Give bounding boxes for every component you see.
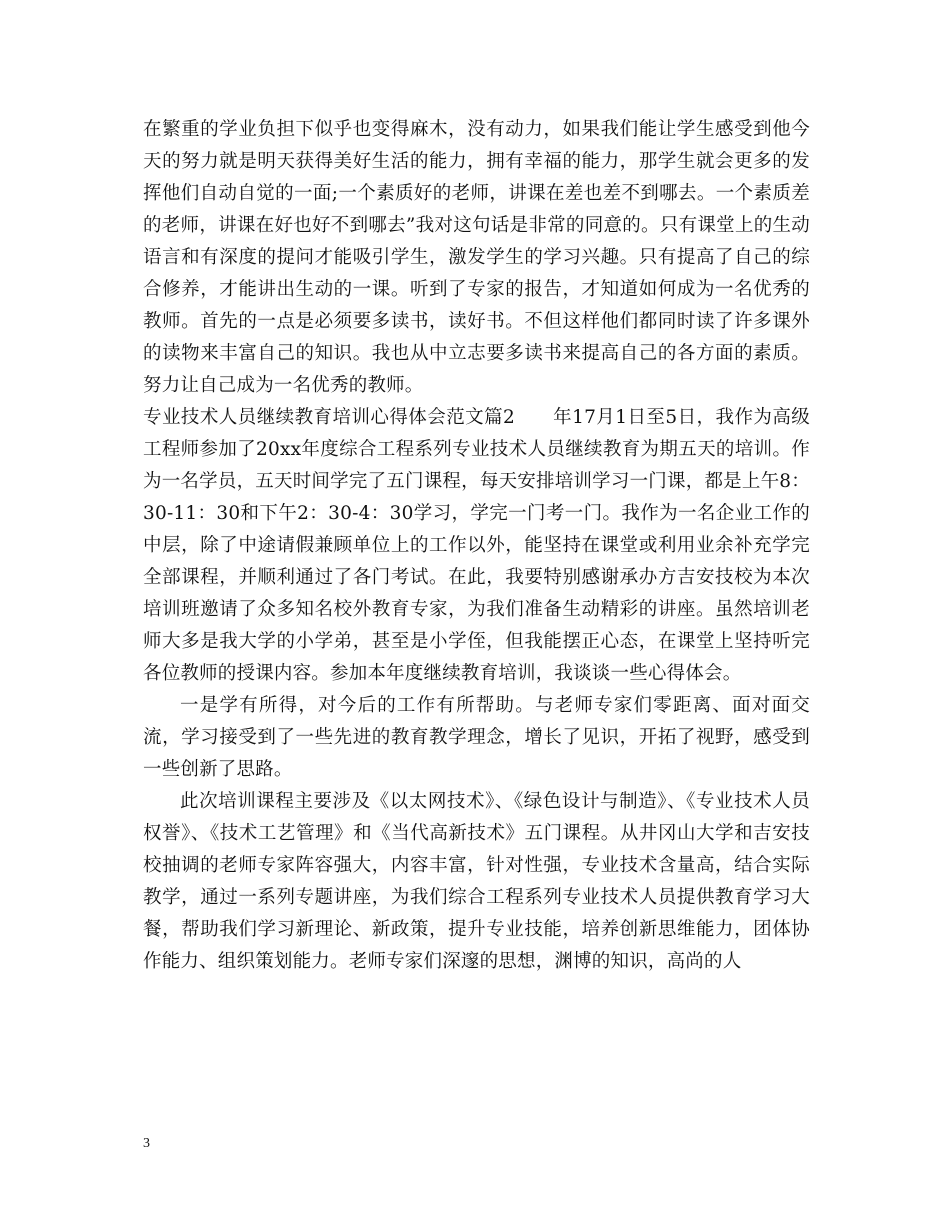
page-number: 3 [143, 1136, 150, 1151]
paragraph-courses: 此次培训课程主要涉及《以太网技术》、《绿色设计与制造》、《专业技术人员权誉》、《技术工艺管理》和《当代高新技术》五门课程。从井冈山大学和吉安技校抽调的老师专家阵容强大，内容丰富，针对性强，专业技术含量高，结合实际教学，通过一系列专题讲座，为我们综合工程系列专业技术人员提供教育学习大餐，帮助我们学习新理论、新政策，提升专业技能，培养创新思维能力，团体协作能力、组织策划能力。老师专家们深邃的思想，渊博的知识，高尚的人 [143, 791, 810, 972]
document-body [143, 114, 810, 978]
paragraph-point-one: 一是学有所得，对今后的工作有所帮助。与老师专家们零距离、面对面交流，学习接受到了一些先进的教育教学理念，增长了见识，开拓了视野，感受到一些创新了思路。 [143, 695, 810, 780]
paragraph-continuation: 在繁重的学业负担下似乎也变得麻木，没有动力，如果我们能让学生感受到他今天的努力就是明天获得美好生活的能力，拥有幸福的能力，那学生就会更多的发挥他们自动自觉的一面;一个素质好的老师，讲课在差也差不到哪去。一个素质差的老师，讲课在好也好不到哪去”我对这句话是非常的同意的。只有课堂上的生动语言和有深度的提问才能吸引学生，激发学生的学习兴趣。只有提高了自己的综合修养，才能讲出生动的一课。听到了专家的报告，才知道如何成为一名优秀的教师。首先的一点是必须要多读书，读好书。不但这样他们都同时读了许多课外的读物来丰富自己的知识。我也从中立志要多读书来提高自己的各方面的素质。努力让自己成为一名优秀的教师。 [143, 119, 810, 396]
paragraph-article-intro: 专业技术人员继续教育培训心得体会范文篇2 年17月1日至5日，我作为高级工程师参加了20xx年度综合工程系列专业技术人员继续教育为期五天的培训。作为一名学员，五天时间学完了五门课程，每天安排培训学习一门课，都是上午8：30-11：30和下午2：30-4：30学习，学完一门考一门。我作为一名企业工作的中层，除了中途请假兼顾单位上的工作以外，能坚持在课堂或利用业余补充学完全部课程，并顺利通过了各门考试。在此，我要特别感谢承办方吉安技校为本次培训班邀请了众多知名校外教育专家，为我们准备生动精彩的讲座。虽然培训老师大多是我大学的小学弟，甚至是小学侄，但我能摆正心态，在课堂上坚持听完各位教师的授课内容。参加本年度继续教育培训，我谈谈一些心得体会。 [143, 407, 810, 684]
